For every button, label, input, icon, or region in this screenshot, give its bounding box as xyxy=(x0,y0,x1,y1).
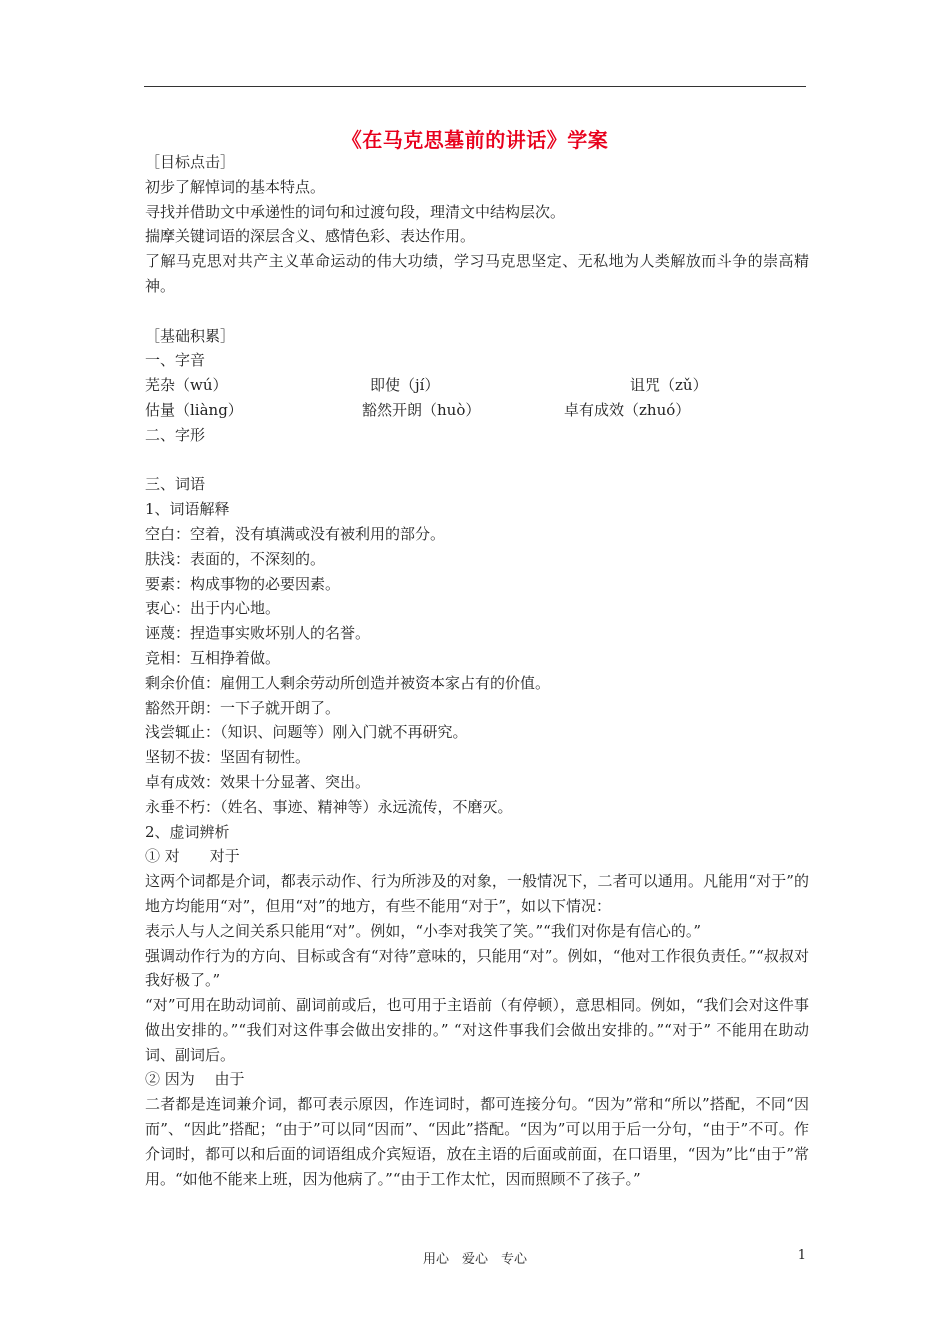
pronunciation-item: 估量（liàng） xyxy=(145,400,243,419)
spacer xyxy=(145,299,809,324)
explanation-paragraph: “对”可用在助动词前、副词前或后，也可用于主语前（有停顿），意思相同。例如，“我们会对这件事做出安排的。”“我们对这件事会做出安排的。” “对这件事我们会做出安排的。”“对于” 不能用在助动词、副词后。 xyxy=(145,996,809,1064)
function-words-heading: 2、虚词辨析 xyxy=(145,822,230,841)
explain-heading: 1、词语解释 xyxy=(145,500,230,519)
definition: 卓有成效：效果十分显著、突出。 xyxy=(145,772,371,791)
pronunciation-item: 即使（jí） xyxy=(370,376,440,395)
pronunciation-heading: 一、字音 xyxy=(145,351,206,370)
explanation-paragraph: 强调动作行为的方向、目标或含有“对待”意味的，只能用“对”。例如，“他对工作很负责任。”“叔叔对我好极了。” xyxy=(145,946,809,990)
definition: 诬蔑：捏造事实败坏别人的名誉。 xyxy=(145,624,371,643)
pronunciation-item: 卓有成效（zhuó） xyxy=(564,400,691,419)
word-pair-label: ① 对 对于 xyxy=(145,847,240,866)
pronunciation-item: 诅咒（zǔ） xyxy=(630,376,708,395)
words-heading: 三、词语 xyxy=(145,475,206,494)
footer-motto: 用心 爱心 专心 xyxy=(422,1252,527,1267)
definition: 要素：构成事物的必要因素。 xyxy=(145,574,341,593)
definition: 竞相：互相挣着做。 xyxy=(145,648,281,667)
definition: 豁然开朗：一下子就开朗了。 xyxy=(145,698,341,717)
page-number: 1 xyxy=(797,1248,806,1263)
form-heading: 二、字形 xyxy=(145,425,206,444)
definition: 浅尝辄止：（知识、问题等）刚入门就不再研究。 xyxy=(145,723,468,742)
definition: 剩余价值：雇佣工人剩余劳动所创造并被资本家占有的价值。 xyxy=(145,673,551,692)
goal-item: 寻找并借助文中承递性的词句和过渡句段，理清文中结构层次。 xyxy=(145,202,566,221)
goal-item: 揣摩关键词语的深层含义、感情色彩、表达作用。 xyxy=(145,227,476,246)
goal-heading: ［目标点击］ xyxy=(145,153,236,171)
basics-heading: ［基础积累］ xyxy=(145,326,236,345)
definition: 肤浅：表面的，不深刻的。 xyxy=(145,549,326,568)
pronunciation-item: 豁然开朗（huò） xyxy=(362,400,481,419)
goal-item: 了解马克思对共产主义革命运动的伟大功绩，学习马克思坚定、无私地为人类解放而斗争的崇高精神。 xyxy=(145,252,809,295)
pronunciation-row xyxy=(145,373,809,398)
goal-item: 初步了解悼词的基本特点。 xyxy=(145,177,326,196)
explanation-paragraph: 表示人与人之间关系只能用“对”。例如，“小李对我笑了笑。”“我们对你是有信心的。” xyxy=(145,921,702,940)
explanation-paragraph: 二者都是连词兼介词，都可表示原因，作连词时，都可连接分句。“因为”常和“所以”搭配，不同“因而”、“因此”搭配；“由于”可以同“因而”、“因此”搭配。“因为”可以用于后一分句，“由于”不可。作介词时，都可以和后面的词语组成介宾短语，放在主语的后面或前面，在口语里，“因为”比“由于”常用。“如他不能来上班，因为他病了。”“由于工作太忙，因而照顾不了孩子。” xyxy=(145,1095,809,1188)
word-pair-label: ② 因为 由于 xyxy=(145,1070,245,1089)
pronunciation-item: 芜杂（wú） xyxy=(145,376,228,395)
explanation-paragraph: 这两个词都是介词，都表示动作、行为所涉及的对象，一般情况下，二者可以通用。凡能用“对于”的地方均能用“对”，但用“对”的地方，有些不能用“对于”，如以下情况： xyxy=(145,872,809,915)
page-title: 《在马克思墓前的讲话》学案 xyxy=(341,128,609,152)
header-rule xyxy=(144,86,806,87)
definition: 衷心：出于内心地。 xyxy=(145,599,281,618)
pronunciation-row xyxy=(145,398,809,423)
definition: 永垂不朽：（姓名、事迹、精神等）永远流传，不磨灭。 xyxy=(145,797,513,816)
definition: 坚韧不拔：坚固有韧性。 xyxy=(145,748,311,767)
definition: 空白：空着，没有填满或没有被利用的部分。 xyxy=(145,524,446,543)
document-body xyxy=(145,150,809,1191)
spacer xyxy=(145,448,809,473)
